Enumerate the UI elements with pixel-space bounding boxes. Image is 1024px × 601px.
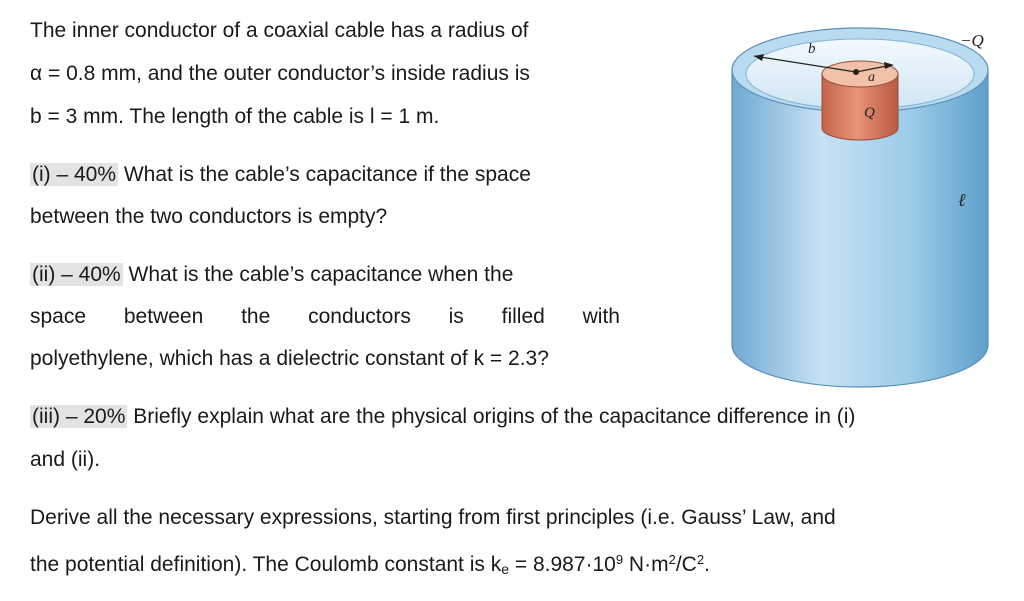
part-i-text: What is the cable’s capacitance if the space [118,163,531,186]
part-ii-word: is [448,305,464,328]
derive-text: the potential definition). The Coulomb constant is k [30,553,502,576]
part-ii-word: with [582,305,620,328]
intro-line-1: The inner conductor of a coaxial cable has a radius of [30,19,529,42]
exponent: 9 [615,552,624,567]
part-iii-text: Briefly explain what are the physical origins of the capacitance difference in (i) [127,405,856,428]
derive-line-1: Derive all the necessary expressions, starting from first principles (i.e. Gauss’ Law, and [30,506,836,529]
part-ii-line-2 [30,303,620,331]
derive-text: = 8.987·10 [509,553,616,576]
coaxial-cable-figure [730,20,1010,400]
intro-line-2: α = 0.8 mm, and the outer conductor’s inside radius is [30,62,530,85]
part-iii-line-2: and (ii). [30,448,101,471]
derive-line-2 [30,546,710,583]
part-i-line-2: between the two conductors is empty? [30,205,388,228]
inner-charge-label: Q [864,105,875,121]
part-ii-text: What is the cable’s capacitance when the [122,263,514,286]
intro-line-3: b = 3 mm. The length of the cable is l = 1 m. [30,105,440,128]
exponent: 2 [668,552,676,567]
radius-a-label: a [868,70,875,85]
derive-text: /C [675,553,697,576]
exponent: 2 [696,552,705,567]
part-iii-tag: (iii) – 20% [32,405,126,428]
part-iii-line-1 [30,403,855,431]
part-ii-word: conductors [308,305,411,328]
center-dot [853,69,859,75]
part-ii-word: the [241,305,271,328]
part-ii-word: between [123,305,204,328]
outer-charge-label: −Q [960,31,984,50]
length-label: ℓ [958,190,966,210]
derive-text: N·m [623,553,669,576]
part-ii-line-3: polyethylene, which has a dielectric constant of k = 2.3? [30,347,549,370]
part-ii-word: space [30,305,87,328]
part-ii-tag: (ii) – 40% [32,263,121,286]
part-i-line-1 [30,161,531,189]
part-i-tag: (i) – 40% [32,163,117,186]
derive-text: . [704,553,710,576]
part-ii-word: filled [501,305,545,328]
ke-subscript: e [501,561,510,577]
radius-b-label: b [808,41,816,57]
part-ii-line-1 [30,261,513,289]
